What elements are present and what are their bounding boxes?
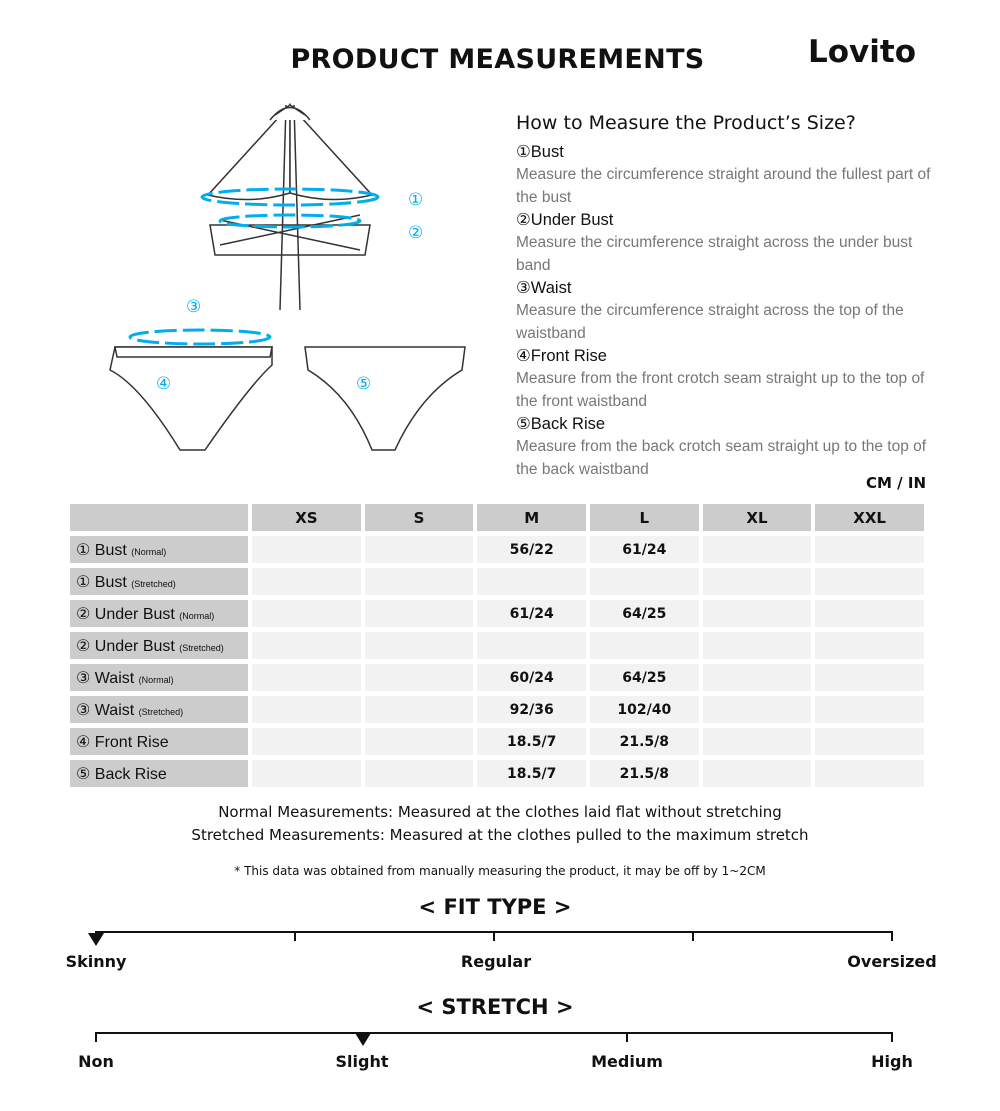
row-qualifier: (Stretched) [138, 706, 184, 717]
step-heading: ④Front Rise [516, 347, 607, 365]
table-row [70, 664, 924, 691]
scale-tick [493, 931, 495, 941]
step-heading: ①Bust [516, 143, 564, 161]
row-label [70, 600, 248, 627]
page-title: PRODUCT MEASUREMENTS [290, 44, 705, 75]
bikini-bottoms-drawing [110, 347, 465, 450]
table-cell: 21.5/8 [590, 728, 699, 755]
step-heading: ②Under Bust [516, 211, 614, 229]
row-label [70, 536, 248, 563]
step-desc: Measure the circumference straight across the under bust band [516, 234, 913, 274]
note-normal: Normal Measurements: Measured at the clothes laid flat without stretching [218, 803, 782, 821]
table-cell: 56/22 [477, 536, 586, 563]
table-cell: 18.5/7 [477, 760, 586, 787]
row-qualifier: (Normal) [131, 546, 167, 557]
note-stretched: Stretched Measurements: Measured at the clothes pulled to the maximum stretch [191, 826, 809, 844]
how-to-measure [516, 112, 936, 482]
svg-text:③: ③ [186, 297, 202, 317]
table-row [70, 536, 924, 563]
row-label-text: ① Bust [76, 573, 127, 591]
table-cell: 64/25 [590, 600, 699, 627]
scale-tick [692, 931, 694, 941]
svg-text:④: ④ [156, 374, 172, 394]
table-row [70, 728, 924, 755]
table-row [70, 760, 924, 787]
table-cell [365, 664, 474, 691]
scale-tick [891, 1032, 893, 1042]
stretch-label-non: Non [78, 1052, 114, 1071]
step-desc: Measure from the back crotch seam straight up to the top of the back waistband [516, 438, 927, 478]
row-label-text: ③ Waist [76, 701, 135, 719]
row-qualifier: (Normal) [179, 610, 215, 621]
table-cell [252, 664, 361, 691]
table-cell [815, 568, 924, 595]
table-cell [815, 664, 924, 691]
bikini-top-drawing [208, 105, 372, 310]
table-cell [252, 536, 361, 563]
row-label [70, 632, 248, 659]
table-cell: 92/36 [477, 696, 586, 723]
row-label-text: ② Under Bust [76, 637, 175, 655]
table-cell: 61/24 [477, 600, 586, 627]
stretch-label-slight: Slight [335, 1052, 389, 1071]
table-row [70, 568, 924, 595]
step-desc: Measure the circumference straight across the top of the waistband [516, 302, 904, 342]
size-header-m: M [477, 504, 586, 531]
svg-text:①: ① [408, 190, 424, 210]
table-cell [252, 760, 361, 787]
brand-logo: Lovito [808, 34, 917, 70]
table-cell [703, 664, 812, 691]
table-cell [703, 568, 812, 595]
fit-label-regular: Regular [460, 952, 532, 971]
stretch-marker [355, 1033, 371, 1046]
table-cell [252, 568, 361, 595]
table-cell [252, 728, 361, 755]
row-qualifier: (Stretched) [179, 642, 224, 653]
table-cell: 21.5/8 [590, 760, 699, 787]
table-cell: 64/25 [590, 664, 699, 691]
table-cell [477, 568, 586, 595]
svg-text:⑤: ⑤ [356, 374, 372, 394]
row-label-text: ⑤ Back Rise [76, 765, 167, 783]
row-label [70, 760, 248, 787]
row-label-text: ① Bust [76, 541, 127, 559]
table-cell [365, 760, 474, 787]
scale-tick [294, 931, 296, 941]
table-cell [815, 728, 924, 755]
row-label [70, 728, 248, 755]
scale-tick [891, 931, 893, 941]
size-header-xs: XS [252, 504, 361, 531]
size-header-s: S [365, 504, 474, 531]
table-cell [815, 536, 924, 563]
step-desc: Measure the circumference straight around the fullest part of the bust [516, 166, 931, 206]
table-cell: 18.5/7 [477, 728, 586, 755]
table-cell [815, 632, 924, 659]
table-cell [252, 696, 361, 723]
disclaimer: * This data was obtained from manually measuring the product, it may be off by 1~2CM [234, 864, 766, 878]
step-heading: ⑤Back Rise [516, 415, 606, 433]
table-cell: 60/24 [477, 664, 586, 691]
fit-label-skinny: Skinny [65, 952, 127, 971]
scale-tick [626, 1032, 628, 1042]
table-cell [365, 536, 474, 563]
table-cell [703, 696, 812, 723]
table-cell [590, 632, 699, 659]
stretch-title: < STRETCH > [416, 995, 574, 1019]
unit-label: CM / IN [866, 474, 926, 492]
row-label [70, 696, 248, 723]
size-header-xxl: XXL [815, 504, 924, 531]
step-desc: Measure from the front crotch seam straight up to the top of the front waistband [516, 370, 925, 410]
row-qualifier: (Stretched) [131, 578, 176, 589]
scale-tick [95, 1032, 97, 1042]
stretch-label-medium: Medium [591, 1052, 663, 1071]
row-label-text: ④ Front Rise [76, 733, 169, 751]
table-row [70, 696, 924, 723]
swimsuit-illustration [100, 95, 480, 470]
table-cell [815, 600, 924, 627]
row-label-text: ③ Waist [76, 669, 135, 687]
step-heading: ③Waist [516, 279, 572, 297]
fit-type-title: < FIT TYPE > [418, 895, 572, 919]
table-cell [815, 760, 924, 787]
stretch-label-high: High [871, 1052, 913, 1071]
table-cell [815, 696, 924, 723]
table-cell [703, 600, 812, 627]
size-header-xl: XL [703, 504, 812, 531]
table-cell: 61/24 [590, 536, 699, 563]
row-qualifier: (Normal) [138, 674, 174, 685]
table-cell [365, 568, 474, 595]
row-label-text: ② Under Bust [76, 605, 175, 623]
table-cell [703, 536, 812, 563]
row-label [70, 568, 248, 595]
table-cell [703, 632, 812, 659]
size-table [66, 499, 928, 792]
table-cell [477, 632, 586, 659]
svg-text:②: ② [408, 223, 424, 243]
table-cell [703, 760, 812, 787]
fit-label-oversized: Oversized [847, 952, 937, 971]
table-cell [365, 696, 474, 723]
table-cell [365, 728, 474, 755]
how-to-title: How to Measure the Product’s Size? [516, 112, 856, 134]
table-row [70, 600, 924, 627]
table-cell [365, 632, 474, 659]
table-cell [590, 568, 699, 595]
table-row [70, 632, 924, 659]
corner-cell [70, 504, 248, 531]
table-cell [252, 600, 361, 627]
table-cell: 102/40 [590, 696, 699, 723]
row-label [70, 664, 248, 691]
fit-type-marker [88, 933, 104, 946]
table-cell [252, 632, 361, 659]
table-cell [703, 728, 812, 755]
stretch-scale [95, 1032, 893, 1034]
table-cell [365, 600, 474, 627]
size-header-l: L [590, 504, 699, 531]
